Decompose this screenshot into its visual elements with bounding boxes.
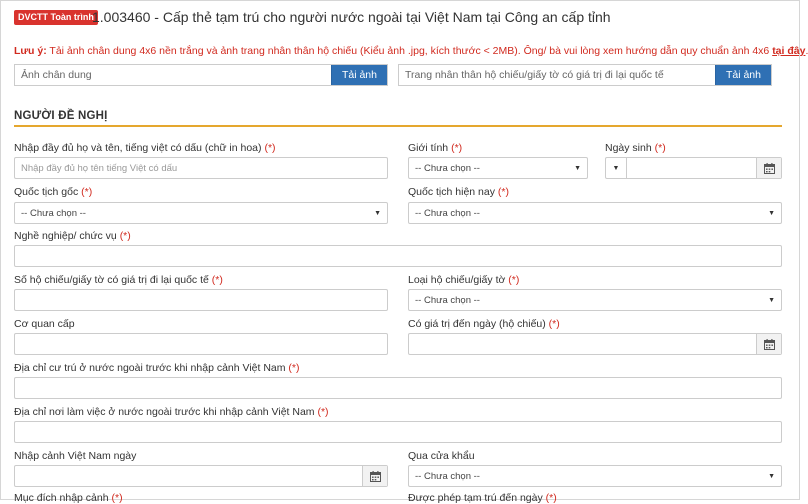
passport-type-label: Loại hộ chiếu/giấy tờ (*) (408, 274, 520, 286)
occupation-input[interactable] (14, 245, 782, 267)
occupation-label: Nghề nghiệp/ chức vụ (*) (14, 230, 131, 242)
notice-text: Tải ảnh chân dung 4x6 nền trắng và ảnh trang nhân thân hộ chiếu (Kiểu ảnh .jpg, kích thước < 2MB). Ông/ bà vui lòng xem hướng dẫn quy chuẩn ảnh 4x6 (46, 45, 773, 57)
current-nationality-select[interactable] (408, 202, 782, 224)
calendar-icon[interactable] (756, 158, 781, 178)
border-gate-label: Qua cửa khẩu (408, 450, 475, 462)
chevron-down-icon: ▼ (768, 472, 775, 480)
origin-nationality-select[interactable] (14, 202, 388, 224)
page-title: 1.003460 - Cấp thẻ tạm trú cho người nước ngoài tại Việt Nam tại Công an cấp tỉnh (92, 9, 611, 25)
upload-notice (14, 45, 808, 57)
purpose-label: Mục đích nhập cảnh (*) (14, 492, 123, 504)
portrait-upload-placeholder: Ảnh chân dung (21, 69, 92, 81)
chevron-down-icon: ▼ (768, 209, 775, 217)
foreign-work-label: Địa chỉ nơi làm việc ở nước ngoài trước khi nhập cảnh Việt Nam (*) (14, 406, 329, 418)
passport-upload (398, 64, 772, 86)
fullname-input[interactable] (14, 157, 388, 179)
gender-select[interactable] (408, 157, 588, 179)
dob-dropdown-toggle[interactable] (606, 158, 627, 178)
dob-label: Ngày sinh (*) (605, 142, 666, 154)
passport-number-label: Số hộ chiếu/giấy tờ có giá trị đi lại quốc tế (*) (14, 274, 223, 286)
origin-nationality-label: Quốc tịch gốc (*) (14, 186, 93, 198)
calendar-icon[interactable] (362, 466, 387, 486)
dob-input[interactable] (627, 158, 756, 178)
passport-type-select[interactable] (408, 289, 782, 311)
calendar-icon[interactable] (756, 334, 781, 354)
issuer-input[interactable] (14, 333, 388, 355)
procedure-type-badge: DVCTT Toàn trình (14, 10, 98, 25)
chevron-down-icon: ▼ (374, 209, 381, 217)
passport-type-value: -- Chưa chọn -- (415, 294, 480, 306)
current-nationality-label: Quốc tịch hiện nay (*) (408, 186, 509, 198)
stay-until-label: Được phép tạm trú đến ngày (*) (408, 492, 557, 504)
current-nationality-value: -- Chưa chọn -- (415, 207, 480, 219)
origin-nationality-value: -- Chưa chọn -- (21, 207, 86, 219)
expiry-field[interactable] (408, 333, 782, 355)
dob-field[interactable] (605, 157, 782, 179)
notice-prefix: Lưu ý: (14, 45, 47, 57)
chevron-down-icon: ▼ (574, 164, 581, 172)
entry-date-input[interactable] (15, 466, 362, 486)
expiry-input[interactable] (409, 334, 756, 354)
portrait-upload (14, 64, 388, 86)
guide-link[interactable]: tại đây (772, 45, 806, 57)
passport-upload-placeholder: Trang nhân thân hộ chiếu/giấy tờ có giá trị đi lại quốc tế (405, 69, 664, 81)
gender-label: Giới tính (*) (408, 142, 463, 154)
expiry-label: Có giá trị đến ngày (hộ chiếu) (*) (408, 318, 560, 330)
passport-upload-button[interactable]: Tải ảnh (715, 65, 771, 85)
fullname-placeholder: Nhập đầy đủ họ tên tiếng Việt có dấu (21, 163, 178, 174)
foreign-work-input[interactable] (14, 421, 782, 443)
fullname-label: Nhập đầy đủ họ và tên, tiếng việt có dấu (chữ in hoa) (*) (14, 142, 276, 154)
issuer-label: Cơ quan cấp (14, 318, 75, 330)
passport-number-input[interactable] (14, 289, 388, 311)
chevron-down-icon: ▼ (768, 296, 775, 304)
portrait-upload-button[interactable]: Tải ảnh (331, 65, 387, 85)
border-gate-value: -- Chưa chọn -- (415, 470, 480, 482)
foreign-address-input[interactable] (14, 377, 782, 399)
entry-date-field[interactable] (14, 465, 388, 487)
border-gate-select[interactable] (408, 465, 782, 487)
gender-select-value: -- Chưa chọn -- (415, 162, 480, 174)
section-divider (14, 125, 782, 127)
chevron-down-icon: ▼ (612, 164, 620, 172)
foreign-address-label: Địa chỉ cư trú ở nước ngoài trước khi nhập cảnh Việt Nam (*) (14, 362, 300, 374)
section-title: NGƯỜI ĐỀ NGHỊ (14, 110, 108, 122)
entry-date-label: Nhập cảnh Việt Nam ngày (14, 450, 137, 462)
